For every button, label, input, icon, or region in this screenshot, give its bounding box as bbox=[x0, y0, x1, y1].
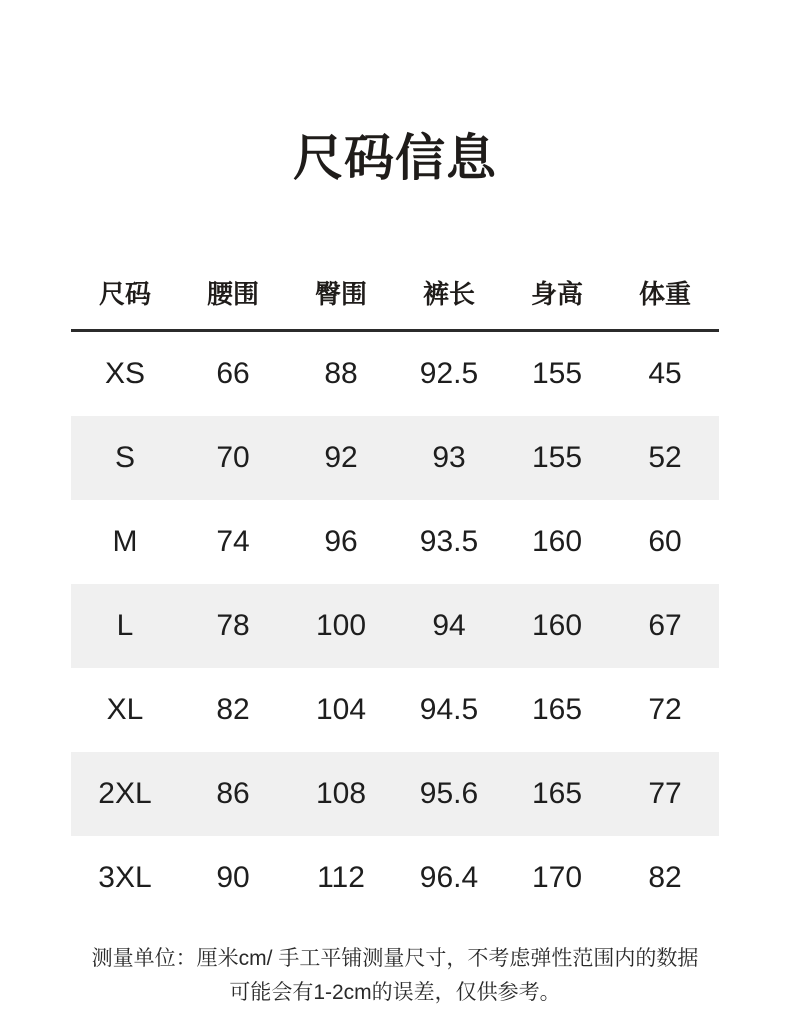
weight-cell: 67 bbox=[648, 609, 682, 642]
weight-cell: 52 bbox=[648, 441, 682, 474]
pants-length-cell: 96.4 bbox=[419, 861, 479, 894]
size-cell: 2XL bbox=[98, 777, 152, 810]
weight-cell: 45 bbox=[648, 357, 682, 390]
measurement-note-line2: 可能会有1-2cm的误差，仅供参考。 bbox=[229, 981, 561, 1004]
waist-cell: 90 bbox=[216, 861, 250, 894]
hip-cell: 108 bbox=[315, 777, 367, 810]
weight-cell: 82 bbox=[648, 861, 682, 894]
height-cell: 155 bbox=[531, 441, 583, 474]
table-row-xl bbox=[71, 668, 719, 752]
hip-cell: 112 bbox=[317, 861, 365, 894]
height-cell: 165 bbox=[531, 777, 583, 810]
waist-cell: 66 bbox=[216, 357, 250, 390]
size-cell: L bbox=[116, 609, 134, 642]
height-cell: 170 bbox=[531, 861, 583, 894]
size-table bbox=[71, 256, 719, 920]
measurement-note bbox=[0, 942, 790, 1010]
table-row-3xl bbox=[71, 836, 719, 920]
size-cell: M bbox=[112, 525, 138, 558]
weight-cell: 77 bbox=[648, 777, 682, 810]
hip-cell: 100 bbox=[315, 609, 367, 642]
size-cell: XS bbox=[104, 357, 146, 390]
table-row-2xl bbox=[71, 752, 719, 836]
measurement-note-line1: 测量单位：厘米cm/ 手工平铺测量尺寸，不考虑弹性范围内的数据 bbox=[91, 947, 699, 970]
weight-cell: 60 bbox=[648, 525, 682, 558]
table-row-xs bbox=[71, 332, 719, 416]
page-title: 尺码信息 bbox=[293, 130, 497, 186]
waist-cell: 82 bbox=[216, 693, 250, 726]
hip-cell: 88 bbox=[324, 357, 358, 390]
height-cell: 165 bbox=[531, 693, 583, 726]
table-row-s bbox=[71, 416, 719, 500]
header-size: 尺码 bbox=[98, 279, 151, 309]
hip-cell: 92 bbox=[324, 441, 358, 474]
height-cell: 155 bbox=[531, 357, 583, 390]
waist-cell: 74 bbox=[216, 525, 250, 558]
size-cell: S bbox=[114, 441, 135, 474]
header-pants-length: 裤长 bbox=[422, 279, 475, 309]
table-body bbox=[71, 332, 719, 920]
waist-cell: 70 bbox=[216, 441, 250, 474]
table-row-m bbox=[71, 500, 719, 584]
pants-length-cell: 94 bbox=[432, 609, 466, 642]
waist-cell: 78 bbox=[216, 609, 250, 642]
weight-cell: 72 bbox=[648, 693, 682, 726]
height-cell: 160 bbox=[531, 525, 583, 558]
pants-length-cell: 93 bbox=[432, 441, 466, 474]
size-cell: XL bbox=[106, 693, 144, 726]
hip-cell: 96 bbox=[324, 525, 358, 558]
waist-cell: 86 bbox=[216, 777, 250, 810]
table-row-l bbox=[71, 584, 719, 668]
pants-length-cell: 92.5 bbox=[419, 357, 479, 390]
table-header-row bbox=[71, 256, 719, 332]
pants-length-cell: 93.5 bbox=[419, 525, 479, 558]
size-cell: 3XL bbox=[98, 861, 152, 894]
header-weight: 体重 bbox=[638, 279, 691, 309]
pants-length-cell: 94.5 bbox=[419, 693, 479, 726]
header-height: 身高 bbox=[530, 279, 583, 309]
hip-cell: 104 bbox=[315, 693, 367, 726]
header-waist: 腰围 bbox=[206, 279, 259, 309]
header-hip: 臀围 bbox=[314, 279, 367, 309]
pants-length-cell: 95.6 bbox=[419, 777, 479, 810]
height-cell: 160 bbox=[531, 609, 583, 642]
